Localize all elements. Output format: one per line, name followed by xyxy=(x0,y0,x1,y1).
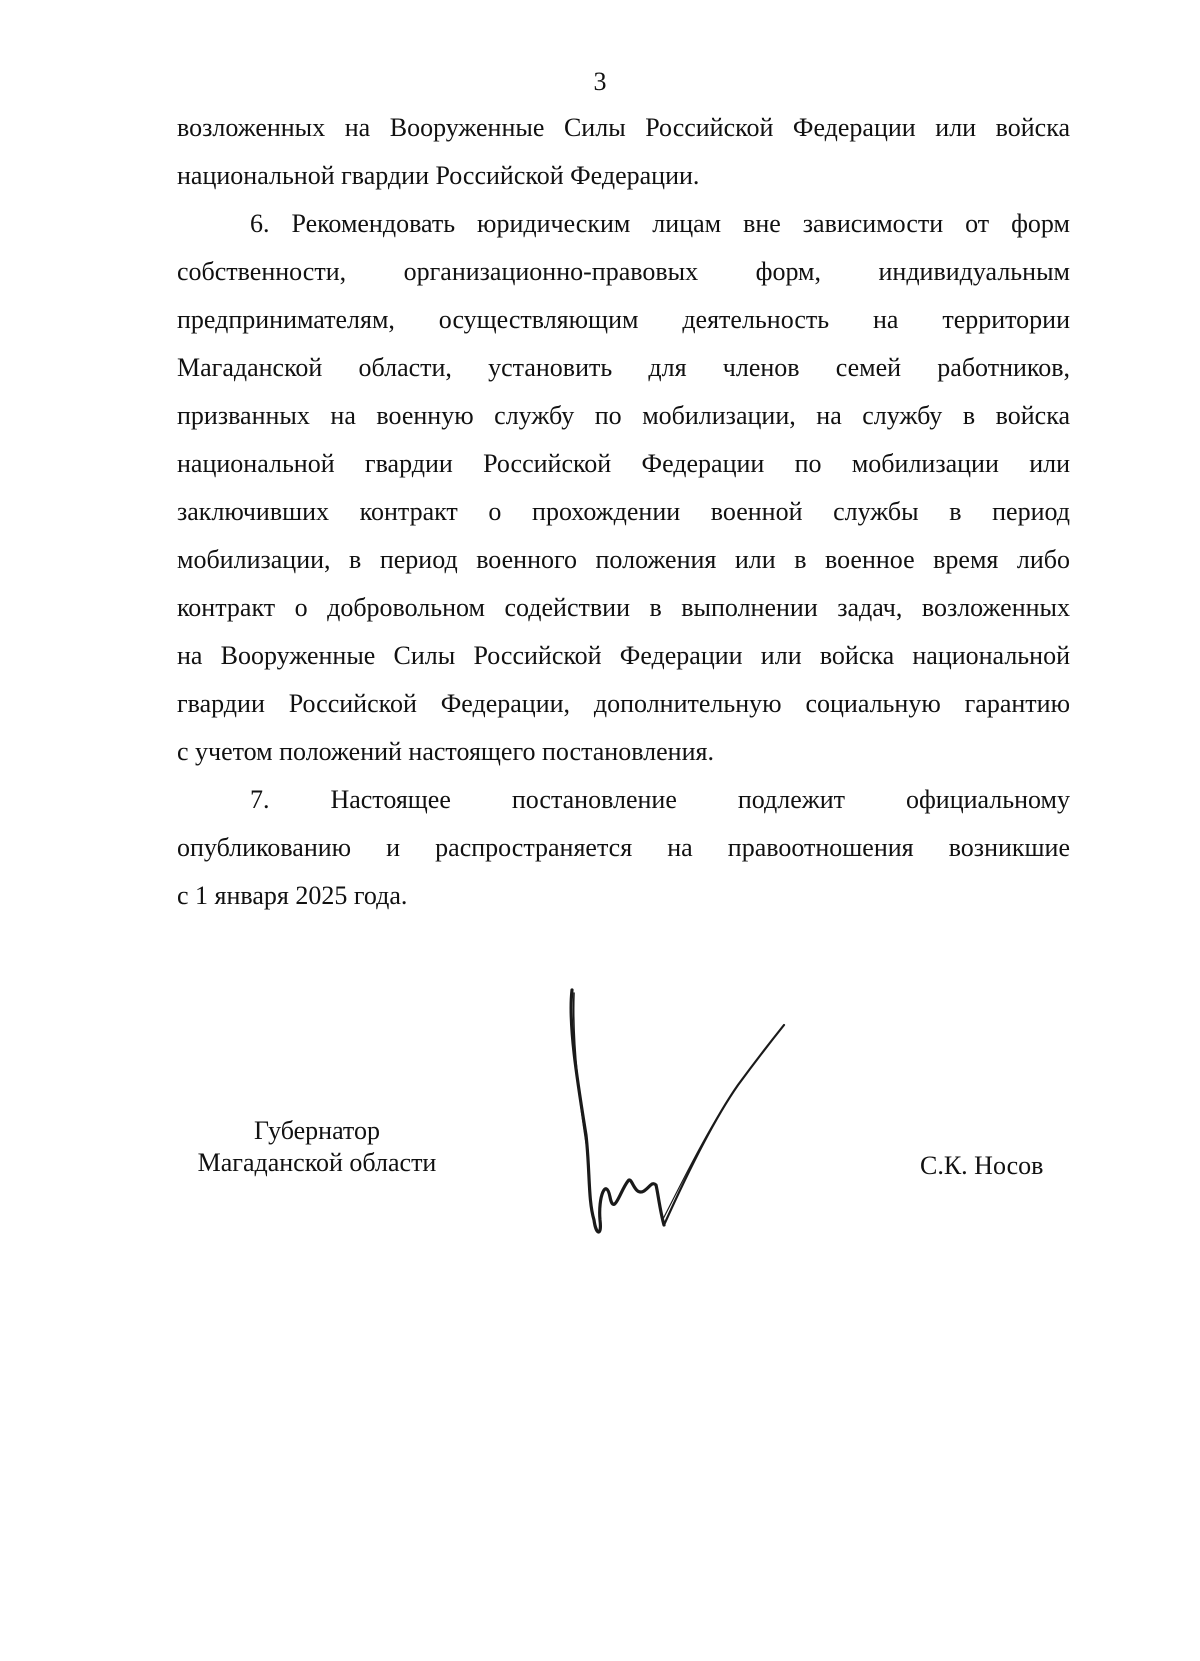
paragraph-line: гвардии Российской Федерации, дополнительную социальную гарантию xyxy=(177,689,1070,718)
signatory-title-line: Магаданской области xyxy=(197,1148,437,1177)
paragraph-line: национальной гвардии Российской Федерации. xyxy=(177,161,700,190)
paragraph-line: с 1 января 2025 года. xyxy=(177,881,408,910)
page-number: 3 xyxy=(593,67,607,96)
paragraph-line: контракт о добровольном содействии в выполнении задач, возложенных xyxy=(177,593,1070,622)
paragraph-line: опубликованию и распространяется на правоотношения возникшие xyxy=(177,833,1070,862)
paragraph-line: 6. Рекомендовать юридическим лицам вне зависимости от форм xyxy=(250,209,1070,238)
handwritten-signature xyxy=(560,985,810,1245)
paragraph-line: 7. Настоящее постановление подлежит официальному xyxy=(250,785,1070,814)
signatory-title xyxy=(177,1115,457,1179)
signer-name: С.К. Носов xyxy=(920,1151,1044,1180)
document-body xyxy=(177,104,1070,920)
paragraph-line: возложенных на Вооруженные Силы Российской Федерации или войска xyxy=(177,113,1070,142)
paragraph-line: мобилизации, в период военного положения или в военное время либо xyxy=(177,545,1070,574)
paragraph-line: заключивших контракт о прохождении военной службы в период xyxy=(177,497,1070,526)
paragraph-line: на Вооруженные Силы Российской Федерации или войска национальной xyxy=(177,641,1070,670)
paragraph-line: предпринимателям, осуществляющим деятельность на территории xyxy=(177,305,1070,334)
paragraph-line: собственности, организационно-правовых форм, индивидуальным xyxy=(177,257,1070,286)
paragraph-line: Магаданской области, установить для членов семей работников, xyxy=(177,353,1070,382)
paragraph-line: с учетом положений настоящего постановления. xyxy=(177,737,714,766)
paragraph-line: национальной гвардии Российской Федерации по мобилизации или xyxy=(177,449,1070,478)
paragraph-line: призванных на военную службу по мобилизации, на службу в войска xyxy=(177,401,1070,430)
signatory-title-line: Губернатор xyxy=(254,1116,380,1145)
